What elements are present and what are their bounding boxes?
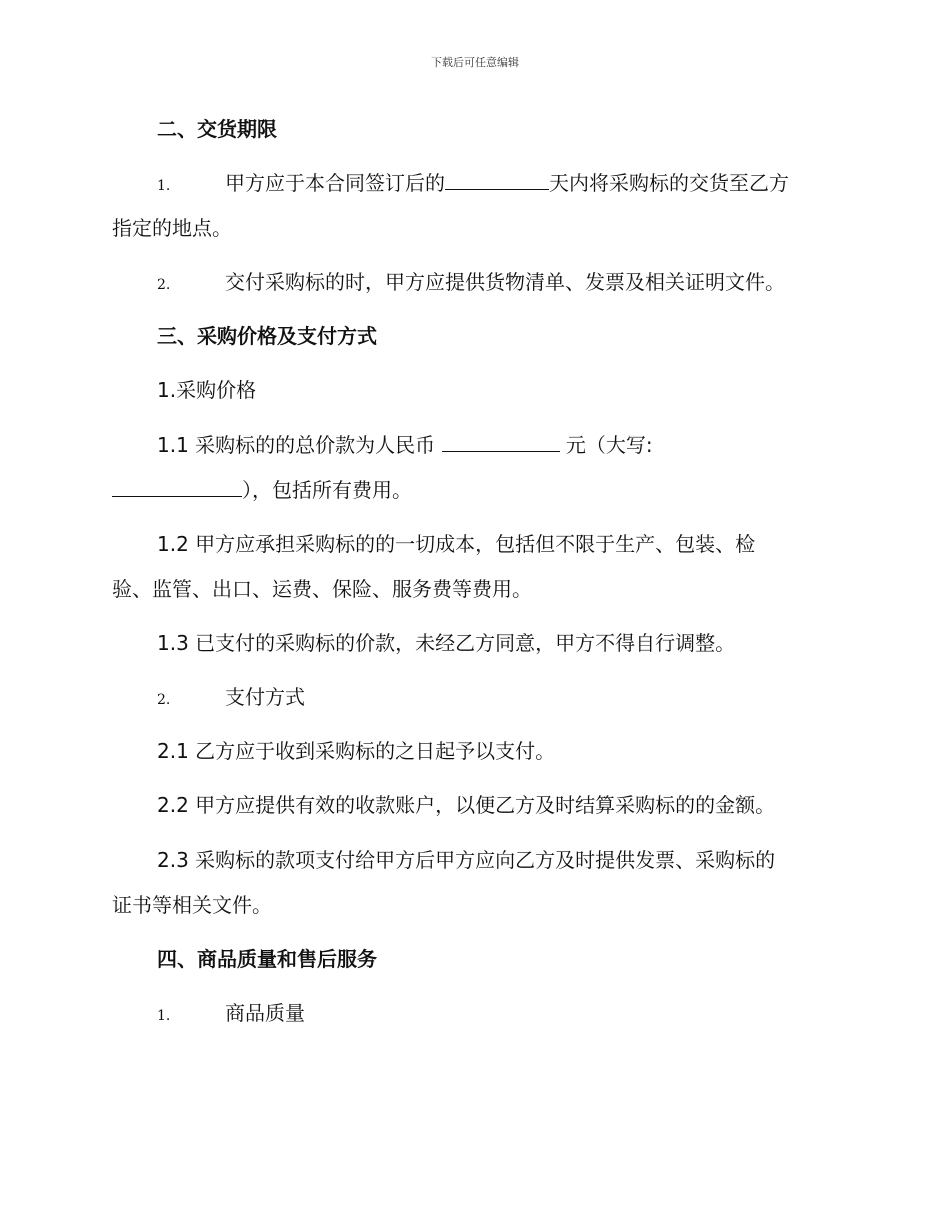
price-clause-1-1 [157,431,653,459]
quality-item-1 [157,999,305,1030]
payment-subheading [157,683,305,714]
price-clause-1-2-line-1: 1.2 甲方应承担采购标的的一切成本，包括但不限于生产、包装、检 [157,532,756,556]
payment-clause-2-1: 2.1 乙方应于收到采购标的之日起予以支付。 [157,739,556,763]
days-blank-field[interactable] [445,171,549,190]
price-clause-1-1-text-before: 1.1 采购标的的总价款为人民币 [157,433,436,457]
section-heading-quality-service: 四、商品质量和售后服务 [157,947,377,971]
delivery-item-1-text-before: 甲方应于本合同签订后的 [225,171,445,195]
list-number: 2. [157,692,171,708]
price-clause-1-1-cont-text: ），包括所有费用。 [242,478,412,502]
price-subheading: 1.采购价格 [157,378,257,402]
price-clause-1-1-continuation [112,476,412,504]
quality-item-1-text: 商品质量 [225,1001,305,1025]
list-number: 2. [157,277,171,293]
payment-clause-2-3-line-2: 证书等相关文件。 [112,893,272,917]
list-number: 1. [157,1008,171,1024]
price-clause-1-2-line-2: 验、监管、出口、运费、保险、服务费等费用。 [112,577,532,601]
price-clause-1-1-text-after: 元（大写: [565,433,653,457]
delivery-item-1-text-after: 天内将采购标的交货至乙方 [549,171,789,195]
delivery-item-2-text: 交付采购标的时，甲方应提供货物清单、发票及相关证明文件。 [225,270,785,294]
payment-clause-2-3-line-1: 2.3 采购标的款项支付给甲方后甲方应向乙方及时提供发票、采购标的 [157,848,776,872]
section-heading-delivery: 二、交货期限 [157,117,277,141]
delivery-item-1-continuation: 指定的地点。 [112,216,232,240]
payment-clause-2-2: 2.2 甲方应提供有效的收款账户，以便乙方及时结算采购标的的金额。 [157,793,776,817]
page-header: 下载后可任意编辑 [431,56,519,69]
payment-subheading-text: 支付方式 [225,685,305,709]
list-number: 1. [157,178,171,194]
amount-blank-field[interactable] [442,433,560,452]
price-clause-1-3: 1.3 已支付的采购标的价款，未经乙方同意，甲方不得自行调整。 [157,631,736,655]
amount-in-words-blank-field[interactable] [112,478,242,497]
delivery-item-2 [157,268,785,299]
section-heading-price-payment: 三、采购价格及支付方式 [157,324,377,348]
delivery-item-1 [157,169,789,200]
